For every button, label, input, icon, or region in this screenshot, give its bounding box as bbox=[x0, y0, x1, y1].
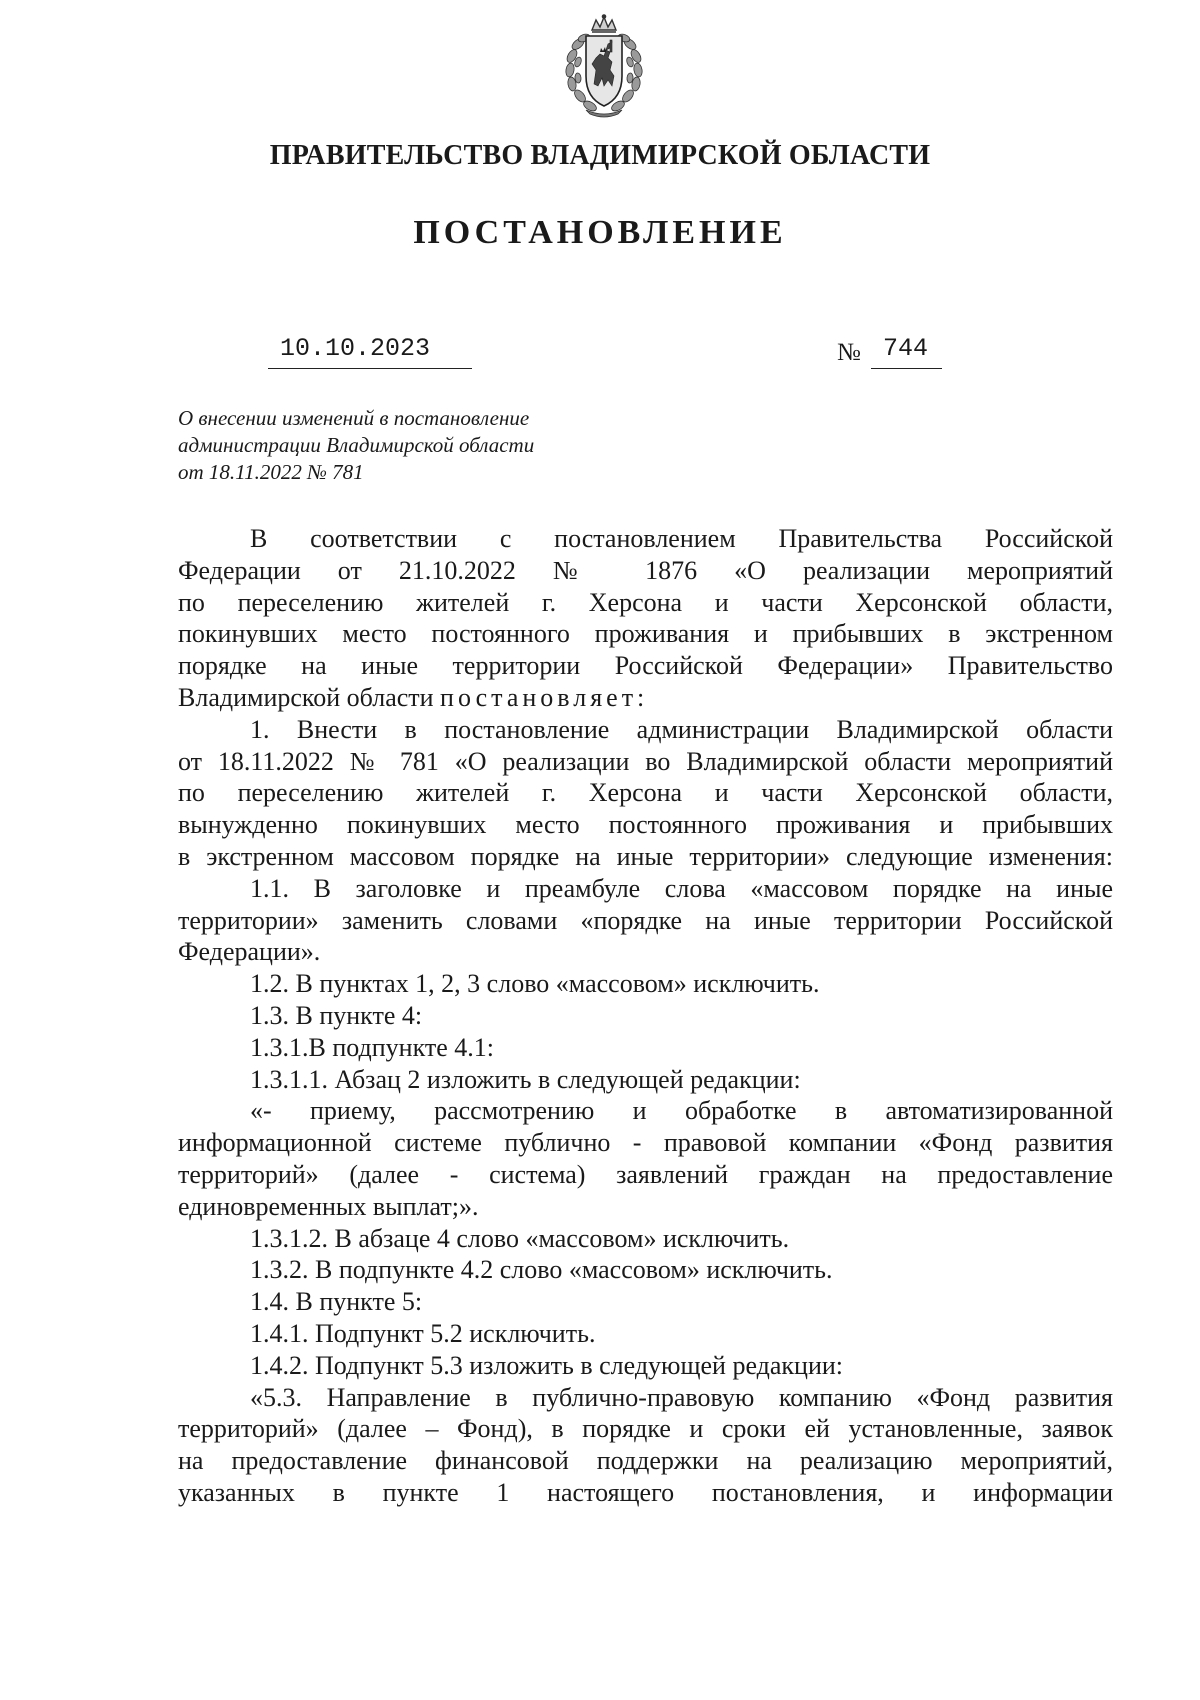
body-line: 1.2. В пунктах 1, 2, 3 слово «массовом» исключить. bbox=[250, 969, 820, 999]
number-field bbox=[871, 334, 942, 369]
organization-title: ПРАВИТЕЛЬСТВО ВЛАДИМИРСКОЙ ОБЛАСТИ bbox=[269, 140, 931, 171]
body-line: 1. Внести в постановление администрации Владимирской области bbox=[250, 714, 1113, 744]
body-line: 1.1. В заголовке и преамбуле слова «массовом порядке на иные bbox=[250, 873, 1113, 903]
body-line: порядке на иные территории Российской Федерации» Правительство bbox=[178, 651, 1113, 681]
body-line: территорий» (далее – Фонд), в порядке и сроки ей установленные, заявок bbox=[178, 1414, 1113, 1444]
body-line: территорий» (далее - система) заявлений граждан на предоставление bbox=[178, 1159, 1113, 1189]
body-line: на предоставление финансовой поддержки на реализацию мероприятий, bbox=[178, 1446, 1113, 1476]
body-line: 1.3.1.2. В абзаце 4 слово «массовом» исключить. bbox=[250, 1223, 790, 1253]
coat-of-arms-icon bbox=[548, 14, 660, 120]
document-number-block bbox=[837, 334, 942, 368]
body-line: Федерации от 21.10.2022 № 1876 «О реализации мероприятий bbox=[178, 555, 1113, 585]
body-line: по переселению жителей г. Херсона и части Херсонской области, bbox=[178, 778, 1113, 808]
body-line: информационной системе публично - правовой компании «Фонд развития bbox=[178, 1128, 1113, 1158]
document-number: 744 bbox=[883, 334, 929, 363]
subject-line: от 18.11.2022 № 781 bbox=[178, 460, 364, 484]
subject-line: О внесении изменений в постановление bbox=[178, 406, 530, 430]
document-subject bbox=[178, 405, 648, 486]
document-body bbox=[178, 523, 1113, 1509]
body-text: Владимирской области bbox=[178, 682, 434, 712]
body-line: указанных в пункте 1 настоящего постановления, и информации bbox=[178, 1477, 1113, 1507]
body-line: 1.3.1.В подпункте 4.1: bbox=[250, 1032, 494, 1062]
body-line: В соответствии с постановлением Правительства Российской bbox=[250, 524, 1113, 553]
body-line: вынужденно покинувших место постоянного проживания и прибывших bbox=[178, 810, 1113, 840]
body-line: 1.3. В пункте 4: bbox=[250, 1000, 423, 1030]
body-line: от 18.11.2022 № 781 «О реализации во Владимирской области мероприятий bbox=[178, 746, 1113, 776]
document-type-title: ПОСТАНОВЛЕНИЕ bbox=[413, 214, 787, 251]
document-date: 10.10.2023 bbox=[280, 334, 431, 363]
body-line: 1.3.2. В подпункте 4.2 слово «массовом» исключить. bbox=[250, 1255, 833, 1285]
body-line: 1.4. В пункте 5: bbox=[250, 1287, 423, 1317]
body-line: «5.3. Направление в публично-правовую компанию «Фонд развития bbox=[250, 1382, 1113, 1412]
body-line: Федерации». bbox=[178, 937, 321, 967]
resolution-verb: постановляет: bbox=[440, 682, 649, 712]
body-line bbox=[178, 682, 1113, 714]
number-sign: № bbox=[837, 339, 861, 366]
body-line: «- приему, рассмотрению и обработке в автоматизированной bbox=[250, 1096, 1113, 1126]
subject-line: администрации Владимирской области bbox=[178, 433, 535, 457]
body-line: в экстренном массовом порядке на иные территории» следующие изменения: bbox=[178, 841, 1113, 871]
body-line: единовременных выплат;». bbox=[178, 1191, 479, 1221]
body-line: по переселению жителей г. Херсона и части Херсонской области, bbox=[178, 587, 1113, 617]
body-line: 1.3.1.1. Абзац 2 изложить в следующей редакции: bbox=[250, 1064, 801, 1094]
date-field bbox=[268, 334, 472, 369]
body-line: территории» заменить словами «порядке на иные территории Российской bbox=[178, 905, 1113, 935]
body-line: 1.4.2. Подпункт 5.3 изложить в следующей редакции: bbox=[250, 1350, 844, 1380]
body-line: покинувших место постоянного проживания и прибывших в экстренном bbox=[178, 619, 1113, 649]
body-line: 1.4.1. Подпункт 5.2 исключить. bbox=[250, 1318, 596, 1348]
